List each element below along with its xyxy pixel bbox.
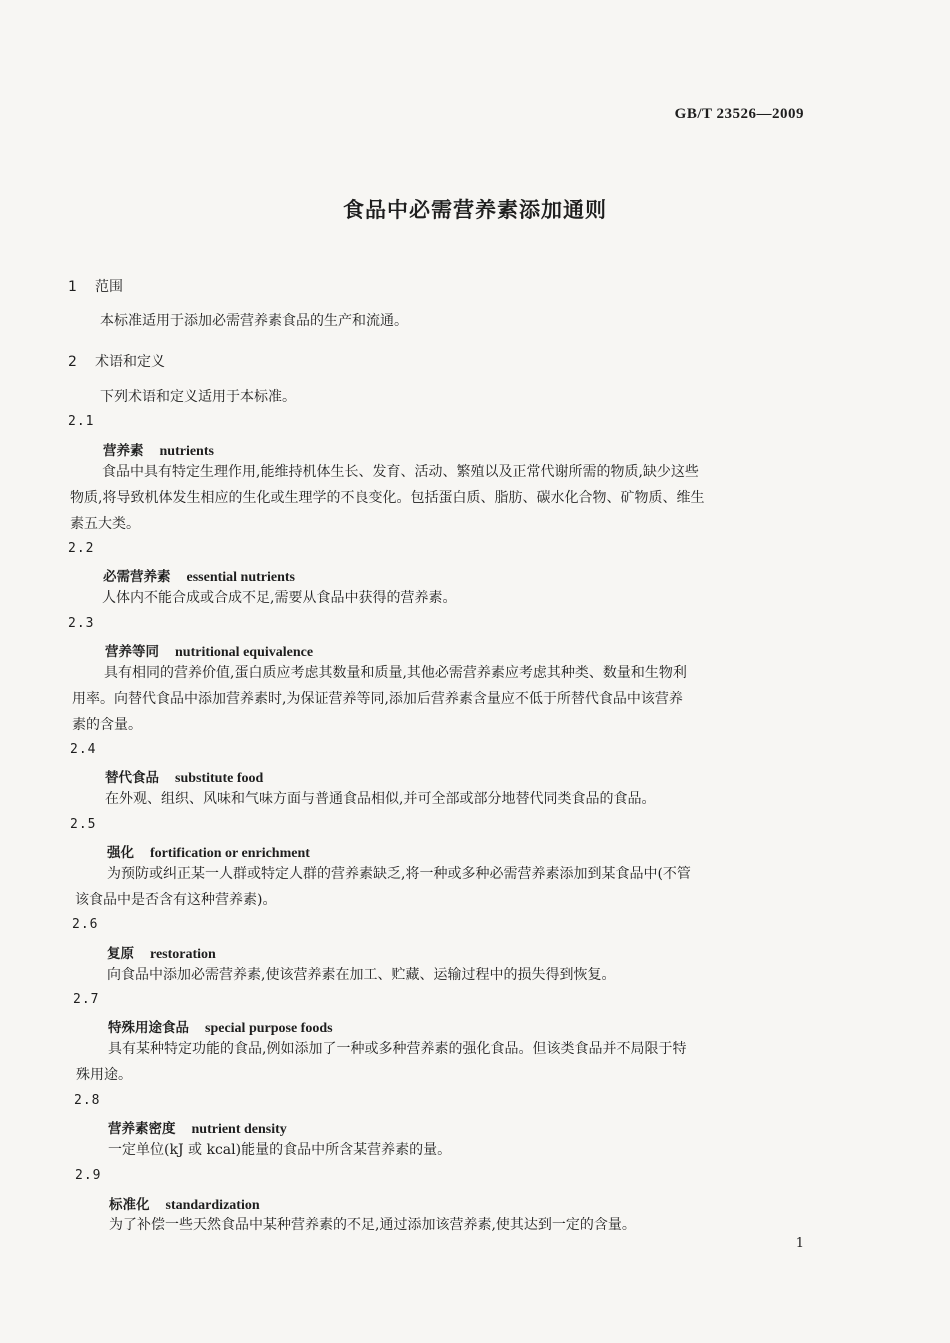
term-definition — [75, 861, 815, 913]
term-definition — [76, 1036, 816, 1088]
clause-number: 2.3 — [68, 616, 95, 631]
term-heading — [109, 1193, 260, 1214]
definition-line: 用率。向替代食品中添加营养素时,为保证营养等同,添加后营养素含量应不低于所替代食品中该营养 — [72, 691, 683, 707]
term-heading — [103, 565, 295, 586]
term-heading — [103, 439, 214, 460]
definition-line: 具有某种特定功能的食品,例如添加了一种或多种营养素的强化食品。但该类食品并不局限于特 — [108, 1041, 687, 1057]
term-definition — [107, 962, 847, 988]
term-zh: 必需营养素 — [103, 569, 171, 585]
definition-line: 殊用途。 — [76, 1067, 132, 1083]
term-heading — [108, 1117, 287, 1138]
section-number: 2 — [68, 354, 77, 370]
term-definition — [108, 1137, 848, 1163]
term-heading — [107, 942, 216, 963]
term-zh: 复原 — [107, 946, 134, 962]
section-heading-scope — [68, 276, 123, 296]
definition-line: 为了补偿一些天然食品中某种营养素的不足,通过添加该营养素,使其达到一定的含量。 — [109, 1217, 636, 1233]
term-zh: 特殊用途食品 — [108, 1020, 189, 1036]
definition-line: 素的含量。 — [72, 717, 142, 733]
definition-line: 在外观、组织、风味和气味方面与普通食品相似,并可全部或部分地替代同类食品的食品。 — [105, 791, 656, 807]
term-heading — [108, 1016, 333, 1037]
clause-number: 2.6 — [72, 917, 99, 932]
definition-line: 食品中具有特定生理作用,能维持机体生长、发育、活动、繁殖以及正常代谢所需的物质,缺少这些 — [102, 464, 699, 480]
term-definition — [109, 1212, 849, 1238]
term-en: fortification or enrichment — [150, 846, 310, 861]
clause-number: 2.2 — [68, 541, 95, 556]
definition-line: 该食品中是否含有这种营养素)。 — [75, 892, 277, 908]
term-heading — [105, 766, 263, 787]
page-number: 1 — [795, 1236, 804, 1251]
definition-line: 向食品中添加必需营养素,使该营养素在加工、贮藏、运输过程中的损失得到恢复。 — [107, 967, 616, 983]
term-en: substitute food — [175, 771, 264, 786]
scope-paragraph: 本标准适用于添加必需营养素食品的生产和流通。 — [100, 313, 408, 329]
section-title: 术语和定义 — [95, 354, 165, 370]
term-en: standardization — [165, 1198, 260, 1213]
standard-code: GB/T 23526—2009 — [674, 106, 804, 122]
term-definition — [105, 786, 845, 812]
clause-number: 2.8 — [74, 1093, 101, 1108]
term-zh: 营养素 — [103, 443, 144, 459]
definition-line: 为预防或纠正某一人群或特定人群的营养素缺乏,将一种或多种必需营养素添加到某食品中(不管 — [107, 866, 691, 882]
term-zh: 强化 — [107, 845, 134, 861]
definition-line: 具有相同的营养价值,蛋白质应考虑其数量和质量,其他必需营养素应考虑其种类、数量和生物利 — [104, 665, 687, 681]
term-zh: 标准化 — [109, 1197, 150, 1213]
definition-line: 物质,将导致机体发生相应的生化或生理学的不良变化。包括蛋白质、脂肪、碳水化合物、矿物质、维生 — [70, 490, 705, 506]
clause-number: 2.7 — [73, 992, 100, 1007]
term-definition — [102, 585, 842, 611]
term-en: restoration — [150, 947, 216, 962]
definition-line: 素五大类。 — [70, 516, 140, 532]
term-en: essential nutrients — [186, 570, 295, 585]
clause-number: 2.1 — [68, 414, 95, 429]
term-zh: 营养素密度 — [108, 1121, 176, 1137]
clause-number: 2.5 — [70, 817, 97, 832]
term-en: nutritional equivalence — [175, 645, 314, 660]
document-title: 食品中必需营养素添加通则 — [343, 198, 607, 222]
term-heading — [105, 640, 313, 661]
term-en: special purpose foods — [205, 1021, 333, 1036]
clause-number: 2.4 — [70, 742, 97, 757]
term-zh: 营养等同 — [105, 644, 159, 660]
section-title: 范围 — [95, 279, 123, 295]
definition-line: 一定单位(kJ 或 kcal)能量的食品中所含某营养素的量。 — [108, 1142, 452, 1158]
definition-line: 人体内不能合成或合成不足,需要从食品中获得的营养素。 — [102, 590, 457, 606]
section-number: 1 — [68, 279, 77, 295]
term-en: nutrients — [159, 444, 214, 459]
term-definition — [70, 459, 810, 537]
term-zh: 替代食品 — [105, 770, 159, 786]
term-en: nutrient density — [191, 1122, 287, 1137]
section-heading-terms — [68, 351, 165, 371]
terms-intro-paragraph: 下列术语和定义适用于本标准。 — [100, 389, 296, 405]
clause-number: 2.9 — [75, 1168, 102, 1183]
term-definition — [72, 660, 812, 738]
term-heading — [107, 841, 310, 862]
